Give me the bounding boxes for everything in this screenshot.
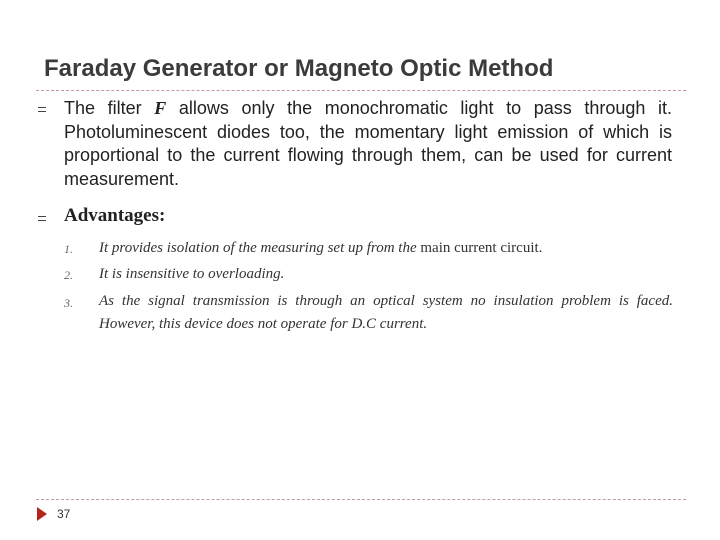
list-item: It is insensitive to overloading. [99, 266, 285, 282]
page-number: 37 [57, 507, 71, 521]
list-item [99, 237, 673, 260]
bullet-icon [38, 103, 48, 115]
list-number: 1. [64, 242, 73, 256]
paragraph-prefix: The filter [64, 98, 155, 118]
list-number: 3. [64, 296, 73, 310]
body-paragraph [64, 97, 672, 191]
list-item-emphasis: main current circuit. [420, 240, 543, 256]
paragraph-text: allows only the monochromatic light to pass through it. Photoluminescent diodes too, the momentary light emission of which is proportional to the current flowing through them, can be used for current measurement. [64, 98, 672, 189]
filter-symbol: F [154, 98, 167, 118]
title-divider [36, 90, 686, 91]
list-item-text: It provides isolation of the measuring set up from the [99, 240, 421, 256]
list-item: As the signal transmission is through an optical system no insulation problem is faced. However, this device does not operate for D.C current. [99, 293, 673, 332]
footer-divider [36, 499, 686, 500]
slide-title: Faraday Generator or Magneto Optic Method [44, 55, 554, 82]
list-number: 2. [64, 268, 73, 282]
advantages-heading: Advantages: [64, 205, 166, 226]
bullet-icon [38, 212, 48, 224]
page-arrow-icon [37, 507, 47, 521]
